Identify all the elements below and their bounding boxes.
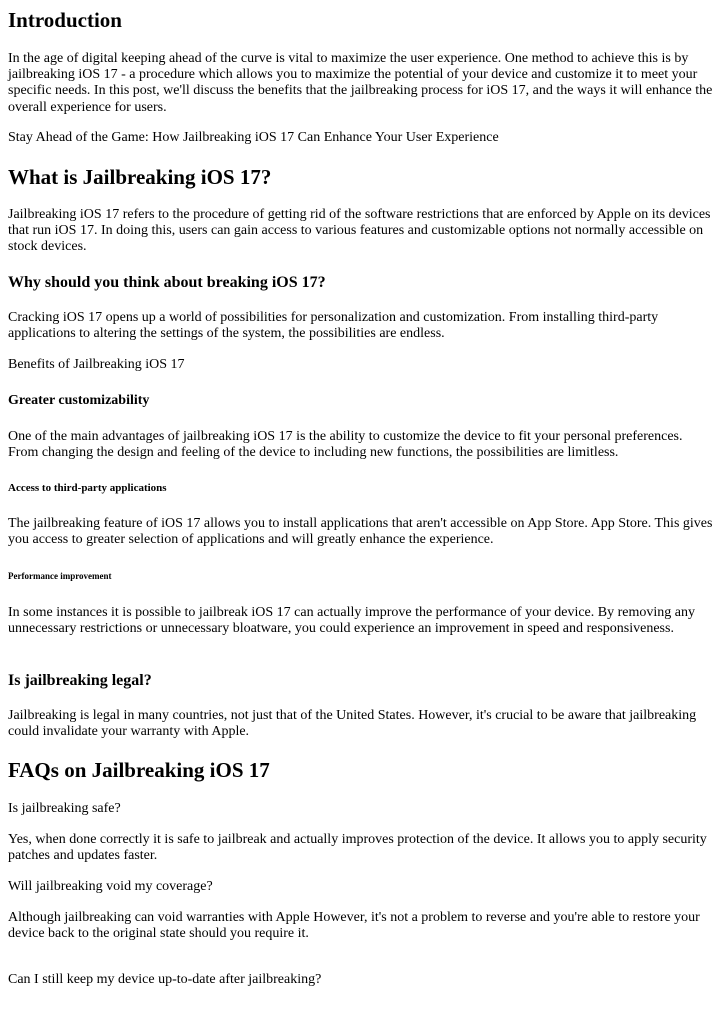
introduction-heading: Introduction — [8, 8, 122, 32]
why-paragraph: Cracking iOS 17 opens up a world of possibilities for personalization and customization. From installing third-party applications to altering the settings of the system, the possibilities are endless. — [8, 310, 659, 342]
third-party-heading: Access to third-party applications — [8, 482, 167, 494]
third-party-paragraph: The jailbreaking feature of iOS 17 allows you to install applications that aren't accessible on App Store. App Store. This gives you access to greater selection of applications and will greatly enhance the experience. — [8, 516, 713, 548]
performance-heading: Performance improvement — [8, 571, 112, 581]
faq-question-2: Will jailbreaking void my coverage? — [8, 879, 213, 894]
customizability-paragraph: One of the main advantages of jailbreaking iOS 17 is the ability to customize the device to fit your personal preferences. From changing the design and feeling of the device to including new functions, the possibilities are limitless. — [8, 429, 683, 461]
benefits-label: Benefits of Jailbreaking iOS 17 — [8, 357, 185, 372]
legal-heading: Is jailbreaking legal? — [8, 672, 152, 689]
legal-paragraph: Jailbreaking is legal in many countries, not just that of the United States. However, it's crucial to be aware that jailbreaking could invalidate your warranty with Apple. — [8, 708, 697, 740]
faq-question-3: Can I still keep my device up-to-date after jailbreaking? — [8, 972, 322, 987]
what-is-heading: What is Jailbreaking iOS 17? — [8, 165, 272, 189]
faqs-heading: FAQs on Jailbreaking iOS 17 — [8, 758, 270, 782]
faq-answer-2: Although jailbreaking can void warranties with Apple However, it's not a problem to reverse and you're able to restore your device back to the original state should you require it. — [8, 910, 700, 942]
performance-paragraph: In some instances it is possible to jailbreak iOS 17 can actually improve the performance of your device. By removing any unnecessary restrictions or unnecessary bloatware, you could experience an improvement in speed and responsiveness. — [8, 605, 695, 637]
why-heading: Why should you think about breaking iOS 17? — [8, 274, 326, 291]
introduction-paragraph: In the age of digital keeping ahead of the curve is vital to maximize the user experience. One method to achieve this is by jailbreaking iOS 17 - a procedure which allows you to maximize the potential of your device and customize it to meet your specific needs. In this post, we'll discuss the benefits that the jailbreaking process for iOS 17, and the ways it will enhance the overall experience for users. — [8, 51, 713, 115]
customizability-heading: Greater customizability — [8, 393, 150, 408]
what-is-paragraph: Jailbreaking iOS 17 refers to the procedure of getting rid of the software restrictions that are enforced by Apple on its devices that run iOS 17. In doing this, users can gain access to various features and customizable options not normally accessible on stock devices. — [8, 207, 711, 255]
faq-answer-1: Yes, when done correctly it is safe to jailbreak and actually improves protection of the device. It allows you to apply security patches and updates faster. — [8, 832, 707, 864]
introduction-subtitle: Stay Ahead of the Game: How Jailbreaking iOS 17 Can Enhance Your User Experience — [8, 130, 499, 145]
faq-question-1: Is jailbreaking safe? — [8, 801, 121, 816]
